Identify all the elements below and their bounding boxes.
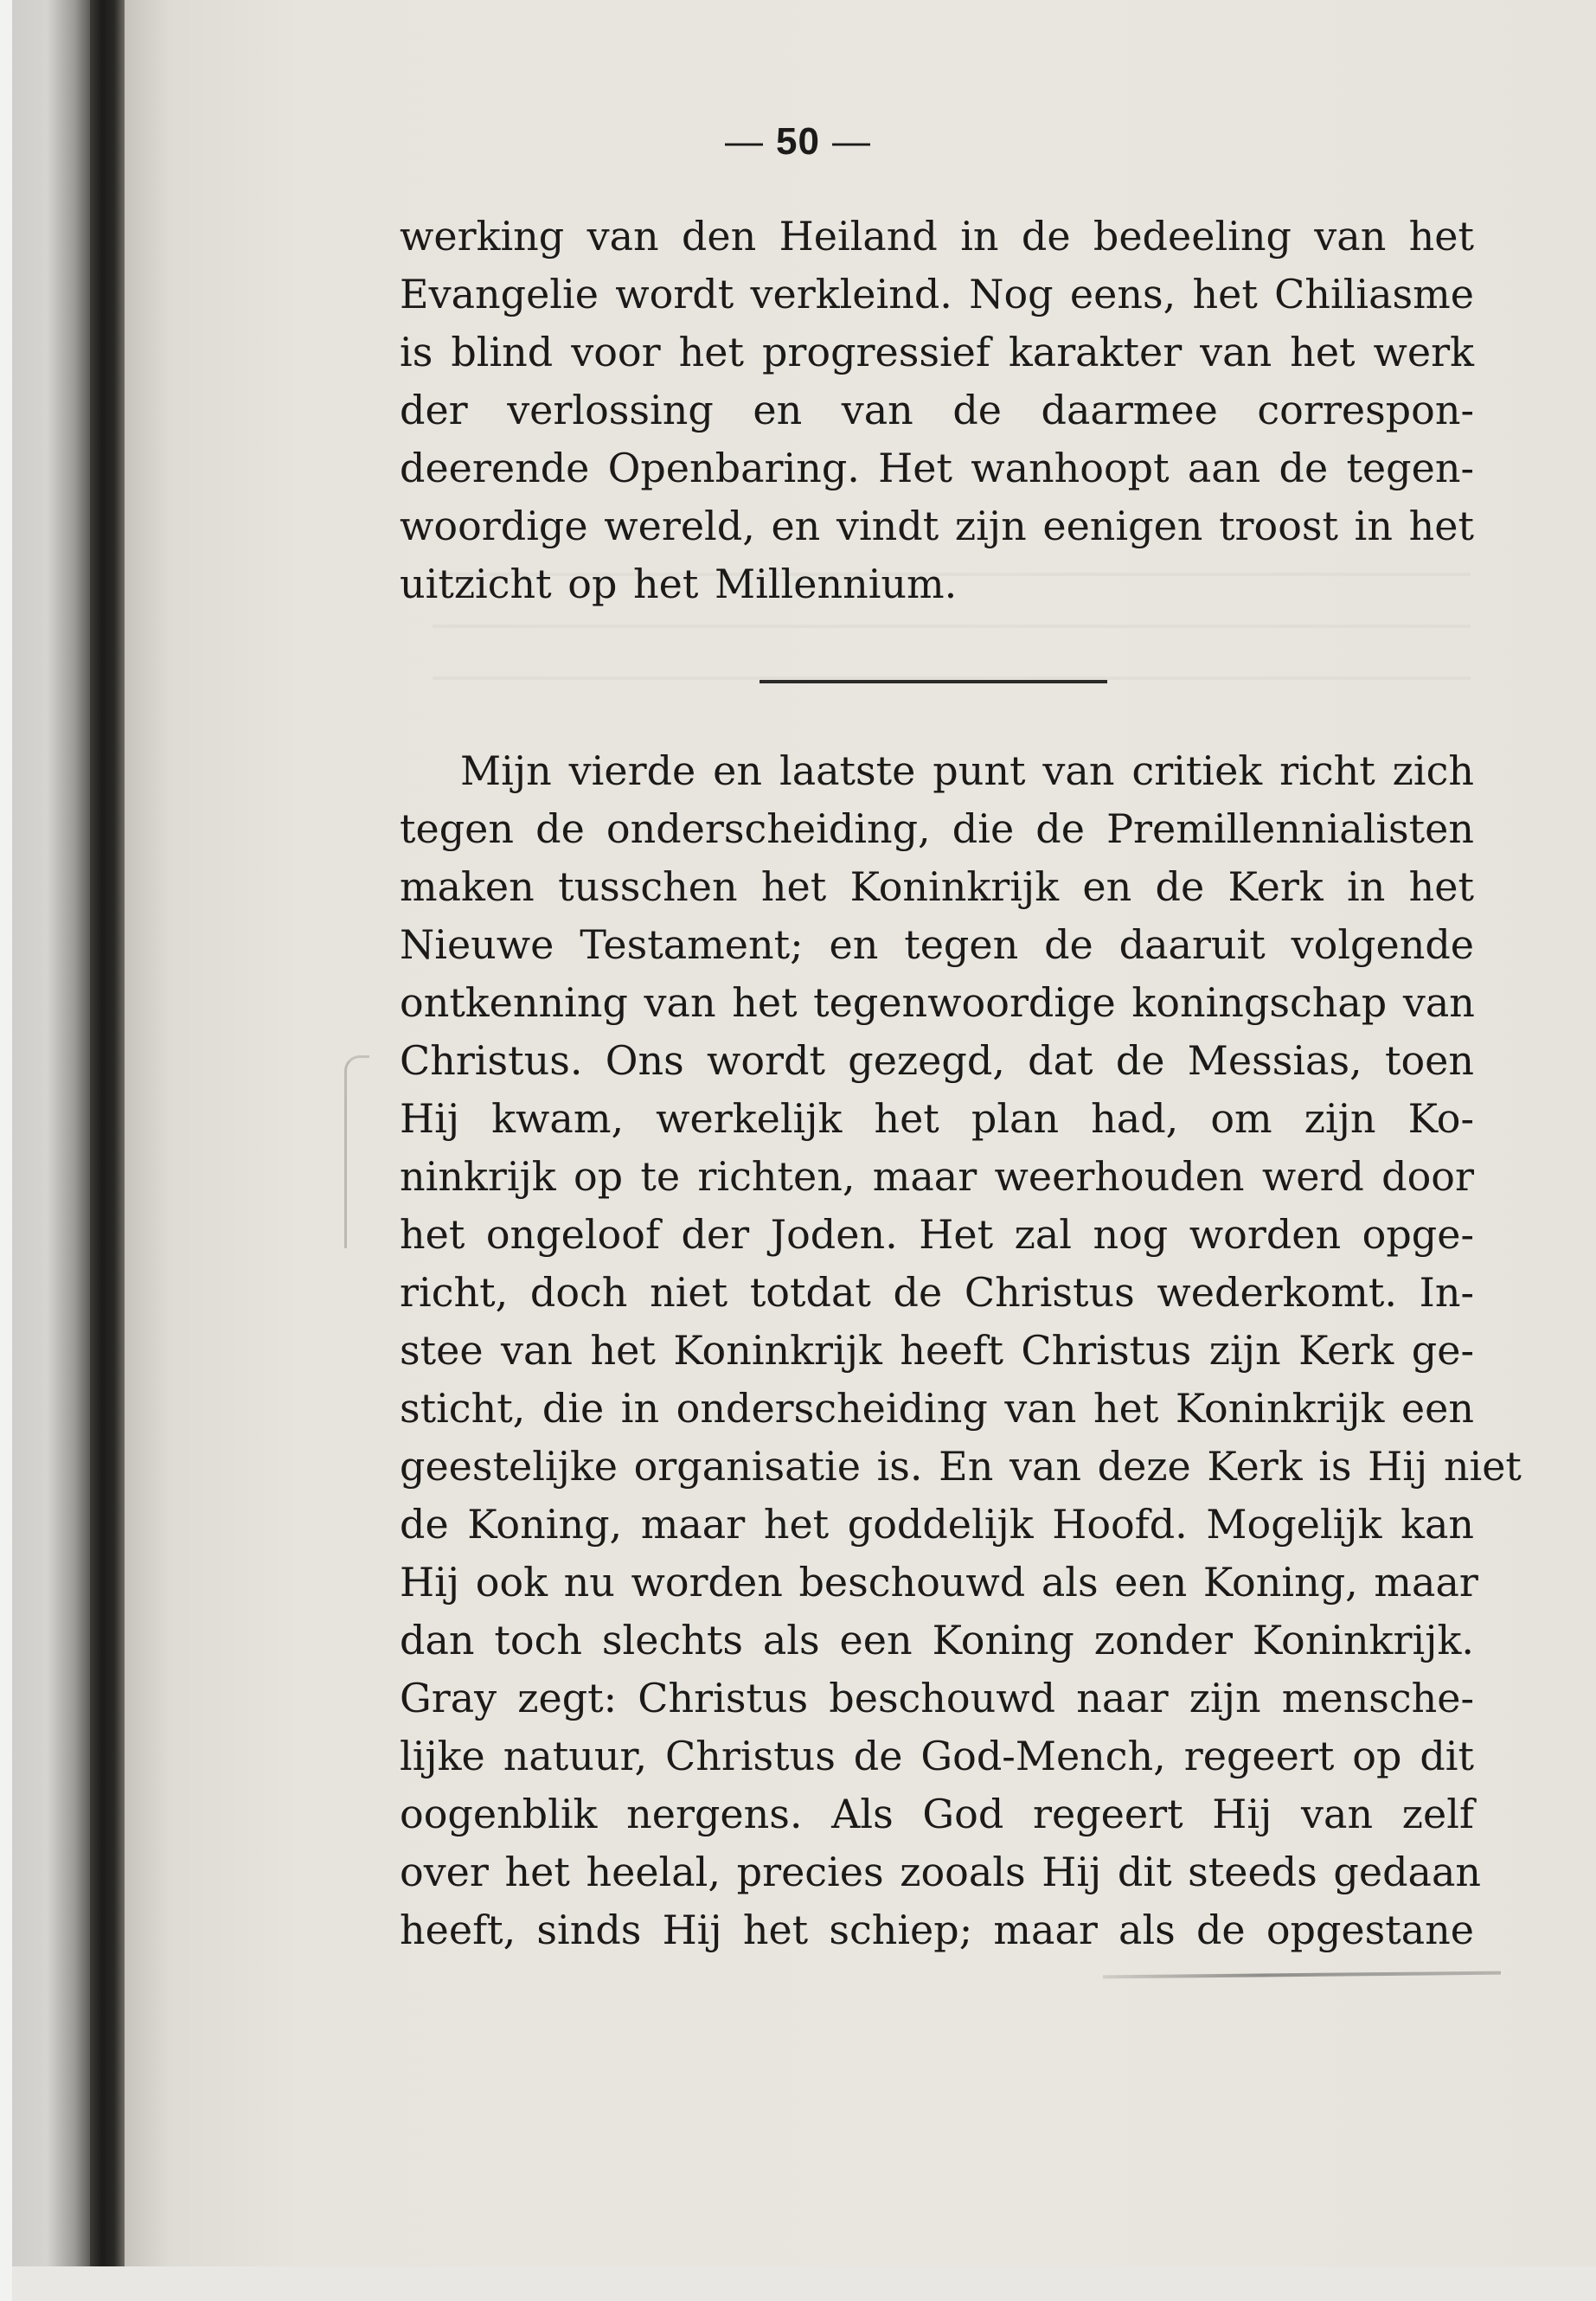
text-line: ninkrijk op te richten, maar weerhouden werd door xyxy=(400,1153,1474,1200)
text-line: Gray zegt: Christus beschouwd naar zijn mensche- xyxy=(400,1675,1474,1721)
text-line: uitzicht op het Millennium. xyxy=(400,561,958,607)
paragraph-2 xyxy=(400,742,1522,1959)
text-line: oogenblik nergens. Als God regeert Hij van zelf xyxy=(400,1791,1474,1837)
text-line: Mijn vierde en laatste punt van critiek richt zich xyxy=(460,747,1474,794)
book-spine-shadow xyxy=(90,0,125,2266)
text-line: sticht, die in onderscheiding van het Koninkrijk een xyxy=(400,1385,1474,1432)
text-line: Hij kwam, werkelijk het plan had, om zijn Ko- xyxy=(400,1095,1474,1142)
text-line: deerende Openbaring. Het wanhoopt aan de tegen- xyxy=(400,445,1474,491)
scan-bottom-margin xyxy=(12,2266,1596,2301)
text-line: Christus. Ons wordt gezegd, dat de Messias, toen xyxy=(400,1037,1474,1084)
text-line: stee van het Koninkrijk heeft Christus zijn Kerk ge- xyxy=(400,1327,1474,1374)
text-line: ontkenning van het tegenwoordige koningschap van xyxy=(400,979,1475,1026)
page-number xyxy=(0,119,1596,163)
text-line: lijke natuur, Christus de God-Mench, regeert op dit xyxy=(400,1733,1474,1779)
text-line: Hij ook nu worden beschouwd als een Koning, maar xyxy=(400,1559,1478,1606)
text-line: der verlossing en van de daarmee correspon- xyxy=(400,387,1474,433)
section-divider xyxy=(760,680,1107,683)
paragraph-1 xyxy=(400,208,1474,613)
text-line: Evangelie wordt verkleind. Nog eens, het Chiliasme xyxy=(400,271,1474,317)
text-line: over het heelal, precies zooals Hij dit steeds gedaan xyxy=(400,1849,1481,1895)
text-line: de Koning, maar het goddelijk Hoofd. Mogelijk kan xyxy=(400,1501,1474,1548)
text-line: richt, doch niet totdat de Christus wederkomt. In- xyxy=(400,1269,1474,1316)
text-line: woordige wereld, en vindt zijn eenigen troost in het xyxy=(400,503,1474,549)
text-line: heeft, sinds Hij het schiep; maar als de opgestane xyxy=(400,1907,1474,1953)
text-line: maken tusschen het Koninkrijk en de Kerk in het xyxy=(400,863,1474,910)
scan-margin xyxy=(0,0,12,2301)
text-line: tegen de onderscheiding, die de Premillennialisten xyxy=(400,805,1474,852)
page-number-dash-right: — xyxy=(831,120,871,163)
text-line: geestelijke organisatie is. En van deze Kerk is Hij niet xyxy=(400,1443,1522,1490)
text-line: werking van den Heiland in de bedeeling van het xyxy=(400,213,1474,260)
page-number-value: 50 xyxy=(776,120,820,163)
text-line: is blind voor het progressief karakter van het werk xyxy=(400,329,1474,375)
text-line: het ongeloof der Joden. Het zal nog worden opge- xyxy=(400,1211,1474,1258)
book-gutter xyxy=(12,0,90,2266)
text-line: dan toch slechts als een Koning zonder Koninkrijk. xyxy=(400,1617,1474,1663)
pencil-margin-mark xyxy=(344,1055,369,1248)
page-number-dash-left: — xyxy=(725,120,765,163)
text-line: Nieuwe Testament; en tegen de daaruit volgende xyxy=(400,921,1474,968)
